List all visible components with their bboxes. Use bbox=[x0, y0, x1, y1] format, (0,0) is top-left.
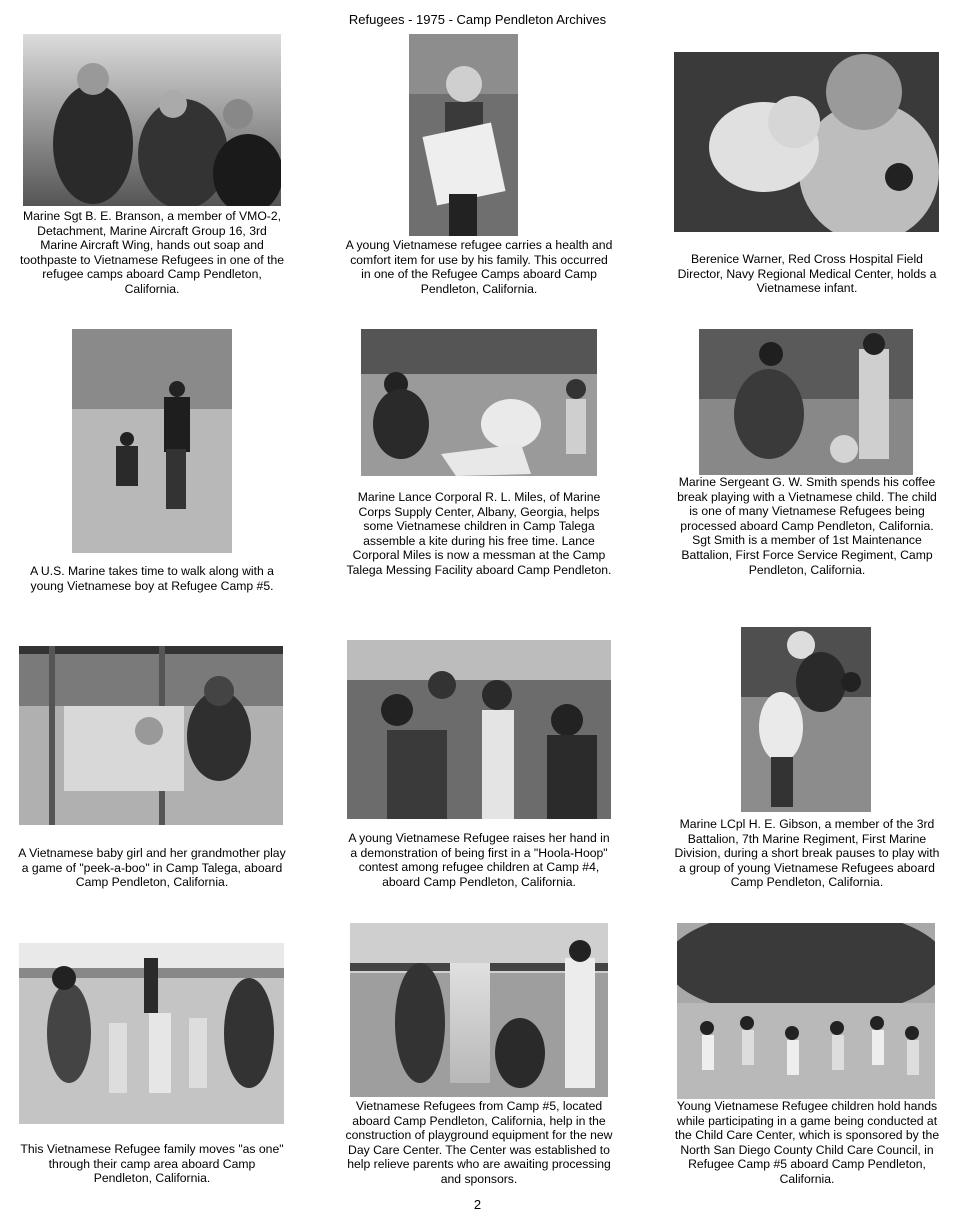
photo-hoola-hoop-contest bbox=[347, 640, 611, 819]
photo-marine-playing-ball bbox=[699, 329, 913, 475]
photo-marine-assembling-kite bbox=[361, 329, 597, 476]
photo-marine-walking-with-boy bbox=[72, 329, 232, 553]
photo-marine-with-children bbox=[741, 627, 871, 812]
photo-caption: This Vietnamese Refugee family moves "as one" through their camp area aboard Camp Pendleton, California. bbox=[20, 1142, 284, 1186]
photo-boy-carrying-box bbox=[409, 34, 518, 236]
photo-caption: Marine LCpl H. E. Gibson, a member of the 3rd Battalion, 7th Marine Regiment, First Marine Division, during a short break pauses to play with a group of young Vietnamese Refugees aboard Camp Pendleton, California. bbox=[674, 817, 940, 890]
photo-caption: A Vietnamese baby girl and her grandmother play a game of "peek-a-boo" in Camp Talega, aboard Camp Pendleton, California. bbox=[18, 846, 286, 890]
photo-caption: Young Vietnamese Refugee children hold hands while participating in a game being conducted at the Child Care Center, which is sponsored by the North San Diego County Child Care Council, in Refugee Camp #5 aboard Camp Pendleton, California. bbox=[674, 1099, 940, 1186]
photo-caption: Marine Sergeant G. W. Smith spends his coffee break playing with a Vietnamese child. The child is one of many Vietnamese Refugees being processed aboard Camp Pendleton, California. Sgt Smith is a member of 1st Maintenance Battalion, First Force Service Regiment, Camp Pendleton, California. bbox=[677, 475, 937, 577]
photo-caption: Vietnamese Refugees from Camp #5, located aboard Camp Pendleton, California, help in the construction of playground equipment for the new Day Care Center. The Center was established to help relieve parents who are awaiting processing and sponsors. bbox=[345, 1099, 613, 1186]
photo-caption: Marine Sgt B. E. Branson, a member of VMO-2, Detachment, Marine Aircraft Group 16, 3rd Marine Aircraft Wing, hands out soap and toothpaste to Vietnamese Refugees in one of the refugee camps aboard Camp Pendleton, California. bbox=[19, 209, 285, 296]
photo-caption: A young Vietnamese Refugee raises her hand in a demonstration of being first in a "Hoola-Hoop" contest among refugee children at Camp #4, aboard Camp Pendleton, California. bbox=[348, 831, 610, 889]
photo-child-care-circle-game bbox=[677, 923, 935, 1099]
photo-playground-construction bbox=[350, 923, 608, 1097]
photo-marine-handing-soap bbox=[23, 34, 281, 206]
photo-refugee-family-walking bbox=[19, 943, 284, 1124]
photo-caption: Marine Lance Corporal R. L. Miles, of Marine Corps Supply Center, Albany, Georgia, helps some Vietnamese children in Camp Talega assemble a kite during his free time. Lance Corporal Miles is now a messman at the Camp Talega Messing Facility aboard Camp Pendleton. bbox=[346, 490, 612, 577]
photo-caption: Berenice Warner, Red Cross Hospital Field Director, Navy Regional Medical Center, holds a Vietnamese infant. bbox=[677, 252, 937, 296]
page-number: 2 bbox=[473, 1197, 482, 1212]
page-title: Refugees - 1975 - Camp Pendleton Archives bbox=[348, 12, 607, 27]
photo-caption: A U.S. Marine takes time to walk along with a young Vietnamese boy at Refugee Camp #5. bbox=[30, 564, 274, 593]
photo-nurse-holding-infant bbox=[674, 52, 939, 232]
photo-peek-a-boo bbox=[19, 646, 283, 825]
photo-caption: A young Vietnamese refugee carries a health and comfort item for use by his family. This occurred in one of the Refugee Camps aboard Camp Pendleton, California. bbox=[345, 238, 613, 296]
